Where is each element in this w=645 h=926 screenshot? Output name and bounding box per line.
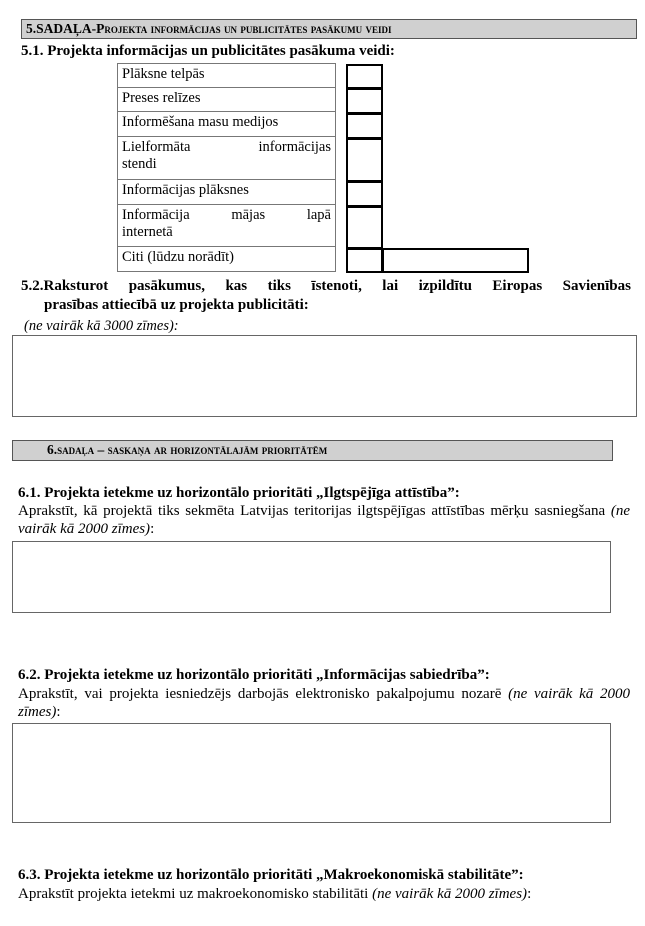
section-6-title: 6.sadaļa – saskaņa ar horizontālajām prioritātēm: [47, 442, 328, 457]
q51-heading: 5.1. Projekta informācijas un publicitātes pasākuma veidi:: [21, 43, 395, 59]
q62-char-limit: (ne vairāk kā 2000 zīmes): [18, 686, 630, 720]
q52-heading-line2: prasības attiecībā uz projekta publicitāti:: [44, 297, 309, 313]
q62-answer-box[interactable]: [12, 723, 611, 823]
type-row: [118, 137, 336, 180]
type-label: Plāksne telpās: [122, 66, 205, 82]
type-row: [118, 64, 336, 88]
type-label: Preses relīzes: [122, 90, 201, 106]
q63-colon: :: [527, 886, 532, 902]
type-checkbox-7[interactable]: [346, 248, 383, 273]
type-label-cont: stendi: [122, 156, 157, 172]
q61-answer-box[interactable]: [12, 541, 611, 613]
type-row: [118, 112, 336, 137]
publicity-types-table: [117, 63, 336, 272]
type-row: [118, 247, 336, 272]
q61-char-limit: (ne vairāk kā 2000 zīmes): [18, 503, 630, 537]
other-specify-field[interactable]: [382, 248, 529, 273]
type-row: [118, 180, 336, 205]
q52-char-limit: (ne vairāk kā 3000 zīmes):: [24, 318, 179, 334]
q63-description: [18, 885, 630, 903]
q61-heading: 6.1. Projekta ietekme uz horizontālo prioritāti „Ilgtspējīga attīstība”:: [18, 485, 460, 501]
q63-heading: 6.3. Projekta ietekme uz horizontālo prioritāti „Makroekonomiskā stabilitāte”:: [18, 867, 524, 883]
q52-answer-box[interactable]: [12, 335, 637, 417]
q61-description: [18, 502, 630, 538]
type-checkbox-1[interactable]: [346, 64, 383, 89]
section-6-header: [12, 440, 613, 461]
q52-heading-line1: 5.2.Raksturot pasākumus, kas tiks īstenoti, lai izpildītu Eiropas Savienības: [21, 278, 631, 294]
type-label: Lielformāta informācijas: [122, 139, 331, 155]
q62-colon: :: [56, 704, 61, 720]
type-label: Informācija mājas lapā: [122, 207, 331, 223]
type-checkbox-6[interactable]: [346, 206, 383, 249]
type-checkbox-4[interactable]: [346, 138, 383, 182]
section-5-header: [21, 19, 637, 39]
type-label: Informācijas plāksnes: [122, 182, 249, 198]
type-label-cont: internetā: [122, 224, 173, 240]
q63-text: Aprakstīt projekta ietekmi uz makroekonomisko stabilitāti: [18, 886, 369, 902]
q61-text: Aprakstīt, kā projektā tiks sekmēta Latvijas teritorijas ilgtspējīgas attīstības mērķu sasniegšana: [18, 503, 606, 519]
type-row: [118, 205, 336, 247]
section-5-title: 5.SADAĻA-Projekta informācijas un publicitātes pasākumu veidi: [26, 21, 392, 36]
q62-heading: 6.2. Projekta ietekme uz horizontālo prioritāti „Informācijas sabiedrība”:: [18, 667, 490, 683]
type-row: [118, 88, 336, 112]
type-checkbox-5[interactable]: [346, 181, 383, 207]
q61-colon: :: [150, 521, 155, 537]
type-checkbox-3[interactable]: [346, 113, 383, 139]
q62-description: [18, 685, 630, 721]
type-label: Informēšana masu medijos: [122, 114, 279, 130]
type-checkbox-2[interactable]: [346, 88, 383, 114]
q63-char-limit: (ne vairāk kā 2000 zīmes): [372, 886, 528, 902]
q62-text: Aprakstīt, vai projekta iesniedzējs darbojās elektronisko pakalpojumu nozarē: [18, 686, 502, 702]
type-label: Citi (lūdzu norādīt): [122, 249, 234, 265]
